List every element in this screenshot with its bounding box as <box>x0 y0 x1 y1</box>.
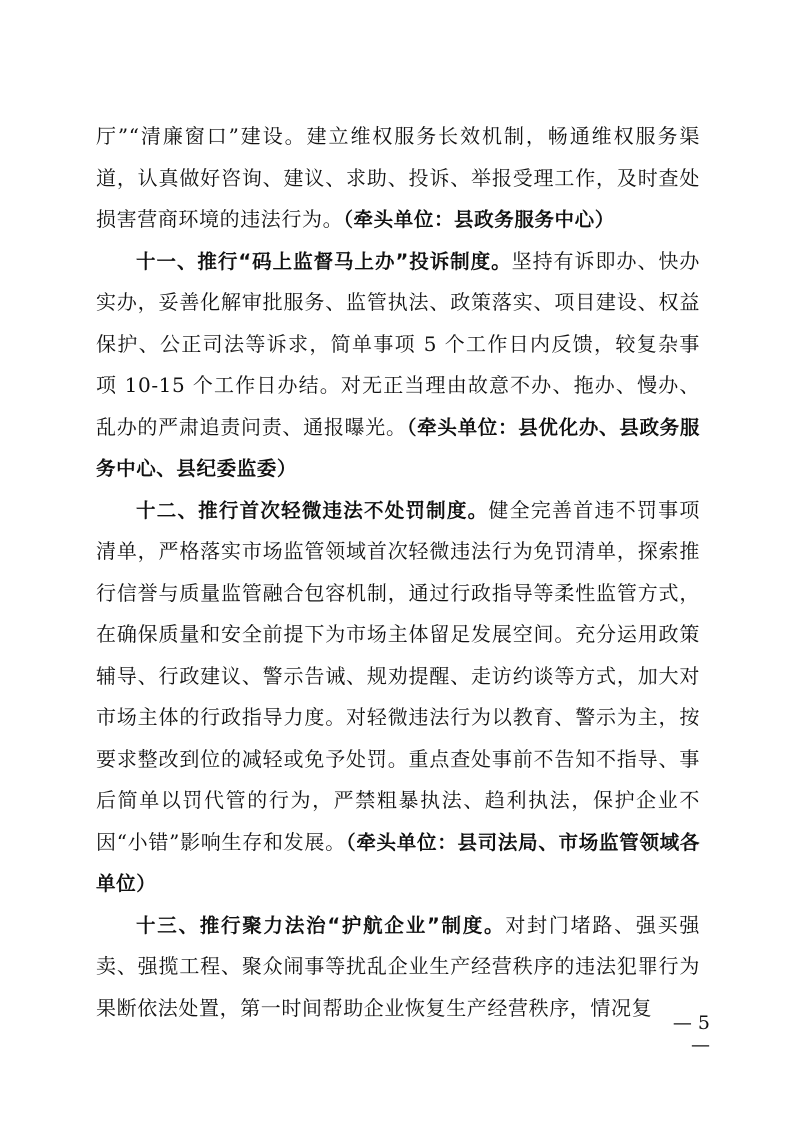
paragraph-item-12 <box>96 490 700 905</box>
document-body <box>96 116 700 1029</box>
paragraph-item-13 <box>96 905 700 1030</box>
lead-unit: （牵头单位：县政务服务中心） <box>343 208 615 231</box>
paragraph-window-building <box>96 116 700 241</box>
item-heading: 十一、推行“码上监督马上办”投诉制度。 <box>136 249 512 273</box>
paragraph-text: 厅”“清廉窗口”建设。建立维权服务长效机制，畅通维权服务渠道，认真做好咨询、建议、求助、投诉、举报受理工作，及时查处损害营商环境的违法行为。 <box>96 124 700 231</box>
page-number: — 5 — <box>672 1012 710 1056</box>
paragraph-item-11 <box>96 241 700 490</box>
lead-unit: （牵头单位：县优化办、县政务服务中心、县纪委监委） <box>96 415 700 480</box>
item-heading: 十二、推行首次轻微违法不处罚制度。 <box>136 498 489 522</box>
item-heading: 十三、推行聚力法治“护航企业”制度。 <box>136 913 506 937</box>
paragraph-text: 对封门堵路、强买强卖、强揽工程、聚众闹事等扰乱企业生产经营秩序的违法犯罪行为果断依法处置，第一时间帮助企业恢复生产经营秩序，情况复 <box>96 912 700 1020</box>
lead-unit: （牵头单位：县司法局、市场监管领域各单位） <box>96 830 700 895</box>
paragraph-text: 坚持有诉即办、快办实办，妥善化解审批服务、监管执法、政策落实、项目建设、权益保护、公正司法等诉求，简单事项 5 个工作日内反馈，较复杂事项 10-15 个工作日办结。对无正当理由故意不办、拖办、慢办、乱办的严肃追责问责、通报曝光。 <box>96 248 700 439</box>
paragraph-text: 健全完善首违不罚事项清单，严格落实市场监管领域首次轻微违法行为免罚清单，探索推行信誉与质量监管融合包容机制，通过行政指导等柔性监管方式，在确保质量和安全前提下为市场主体留足发展空间。充分运用政策辅导、行政建议、警示告诫、规劝提醒、走访约谈等方式，加大对市场主体的行政指导力度。对轻微违法行为以教育、警示为主，按要求整改到位的减轻或免予处罚。重点查处事前不告知不指导、事后简单以罚代管的行为，严禁粗暴执法、趋利执法，保护企业不因“小错”影响生存和发展。 <box>96 497 701 854</box>
